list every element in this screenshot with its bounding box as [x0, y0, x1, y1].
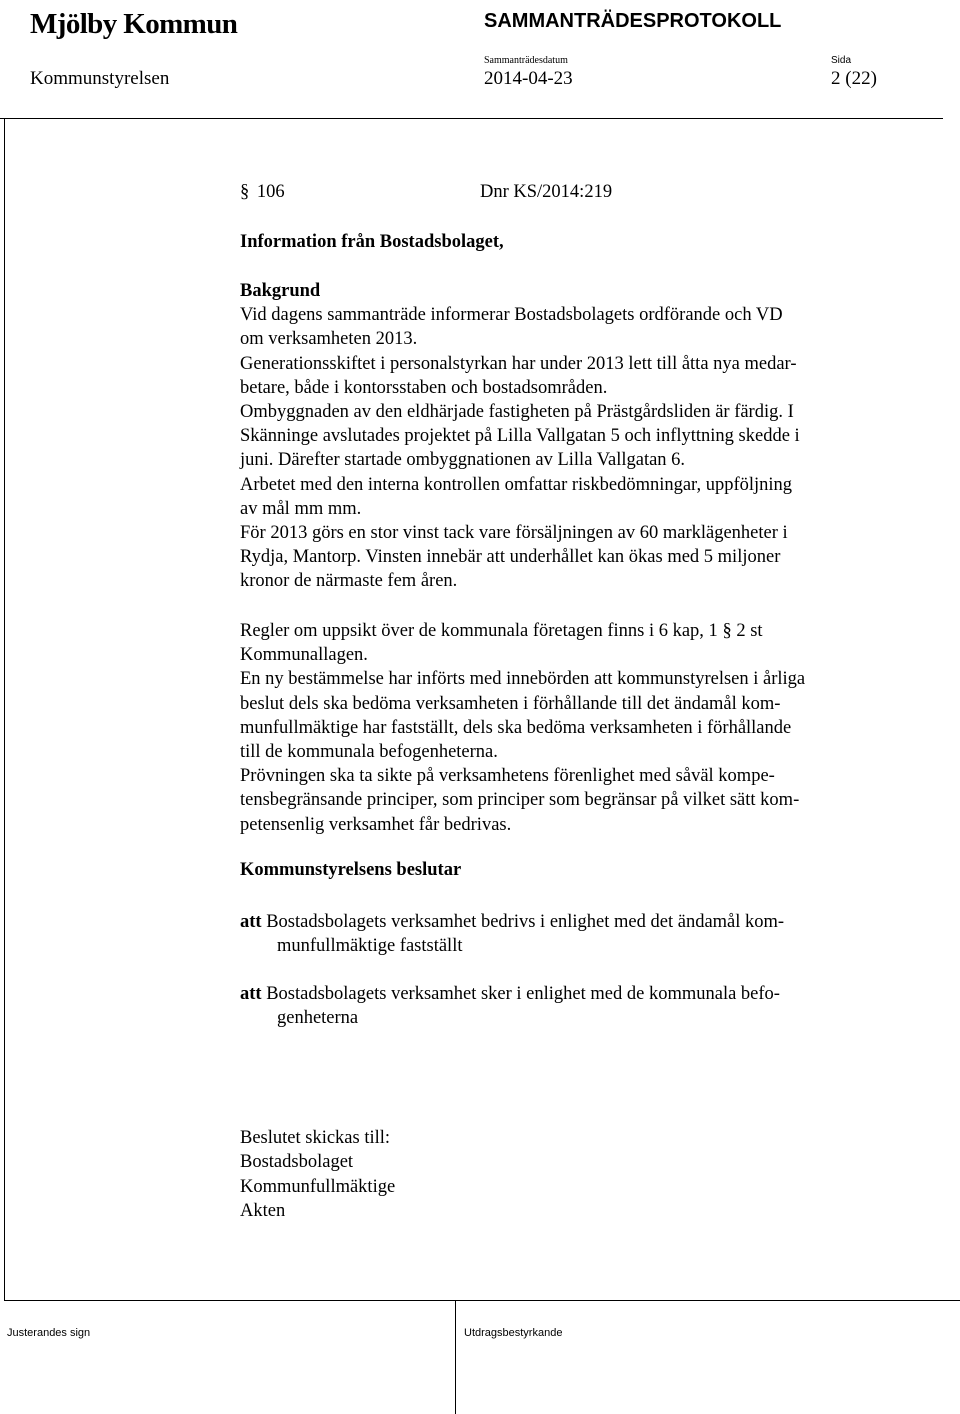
background-line: av mål mm mm.: [240, 498, 362, 519]
att-keyword: att: [240, 984, 262, 1004]
regulation-text: 2 st: [736, 621, 763, 641]
header-rule: [0, 118, 943, 119]
att-keyword: att: [240, 912, 262, 932]
regulation-line: beslut dels ska bedöma verksamheten i förhållande till det ändamål kom-: [240, 693, 781, 714]
regulation-line: Kommunallagen.: [240, 645, 368, 666]
decision-line: munfullmäktige fastställt: [277, 936, 463, 957]
background-line: För 2013 görs en stor vinst tack vare försäljningen av 60 marklägenheter i: [240, 523, 788, 544]
decision-heading: Kommunstyrelsens beslutar: [240, 860, 462, 880]
certification-label: Utdragsbestyrkande: [464, 1327, 563, 1339]
recipient: Bostadsbolaget: [240, 1152, 354, 1173]
background-line: Generationsskiftet i personalstyrkan har under 2013 lett till åtta nya medar-: [240, 353, 797, 374]
recipient: Akten: [240, 1200, 286, 1221]
municipality-brand: Mjölby Kommun: [30, 8, 238, 40]
background-line: betare, både i kontorsstaben och bostadsområden.: [240, 377, 608, 398]
background-line: Rydja, Mantorp. Vinsten innebär att underhållet kan ökas med 5 miljoner: [240, 547, 781, 568]
distribution-list: [240, 1126, 395, 1223]
background-section: [240, 279, 885, 594]
paragraph-symbol-icon: §: [240, 182, 250, 202]
page-label: Sida: [831, 55, 852, 66]
decision-text: Bostadsbolagets verksamhet bedrivs i enlighet med det ändamål kom-: [266, 912, 785, 932]
background-line: Vid dagens sammanträde informerar Bostadsbolagets ordförande och VD: [240, 305, 783, 326]
decision-text: Bostadsbolagets verksamhet sker i enlighet med de kommunala befo-: [266, 984, 780, 1004]
case-reference: Dnr KS/2014:219: [480, 182, 613, 202]
background-line: Skänninge avslutades projektet på Lilla Vallgatan 5 och inflyttning skedde i: [240, 426, 800, 447]
regulation-line: tensbegränsande principer, som principer som begränsar på vilket sätt kom-: [240, 790, 800, 811]
margin-rule: [4, 118, 5, 1300]
section-number: [240, 182, 285, 203]
regulation-line: petensenlig verksamhet får bedrivas.: [240, 814, 512, 835]
decision-line: [240, 982, 900, 1006]
regulation-line: munfullmäktige har fastställt, dels ska bedöma verksamheten i förhållande: [240, 717, 792, 738]
recipient: Kommunfullmäktige: [240, 1176, 396, 1197]
footer-rule: [4, 1300, 960, 1301]
background-line: juni. Därefter startade ombyggnationen av Lilla Vallgatan 6.: [240, 450, 686, 471]
distribution-heading: Beslutet skickas till:: [240, 1128, 391, 1148]
background-line: Ombyggnaden av den eldhärjade fastigheten på Prästgårdsliden är färdig. I: [240, 402, 794, 423]
regulation-line: Prövningen ska ta sikte på verksamhetens förenlighet med såväl kompe-: [240, 766, 775, 787]
background-line: kronor de närmaste fem åren.: [240, 571, 458, 592]
regulation-line: [240, 619, 885, 643]
decision-line: [240, 910, 900, 934]
committee-name: Kommunstyrelsen: [30, 68, 170, 89]
regulation-text: Regler om uppsikt över de kommunala företagen finns i 6 kap, 1: [240, 621, 718, 641]
regulation-line: En ny bestämmelse har införts med innebörden att kommunstyrelsen i årliga: [240, 669, 806, 690]
decision-line: genheterna: [277, 1008, 359, 1029]
regulation-section: [240, 619, 885, 837]
meeting-date: 2014-04-23: [484, 68, 573, 89]
decision-item: [240, 982, 900, 1030]
footer-divider: [455, 1300, 456, 1414]
date-label: Sammanträdesdatum: [484, 55, 568, 66]
page-number: 2 (22): [831, 68, 877, 89]
background-line: Arbetet med den interna kontrollen omfattar riskbedömningar, uppföljning: [240, 474, 793, 495]
background-heading: Bakgrund: [240, 281, 321, 301]
signature-label: Justerandes sign: [7, 1327, 91, 1339]
regulation-line: till de kommunala befogenheterna.: [240, 742, 498, 763]
document-type: SAMMANTRÄDESPROTOKOLL: [484, 10, 782, 32]
section-title: Information från Bostadsbolaget,: [240, 232, 504, 252]
paragraph-symbol-icon: §: [722, 621, 732, 641]
decision-item: [240, 910, 900, 958]
background-line: om verksamheten 2013.: [240, 329, 418, 350]
section-number-value: 106: [256, 182, 285, 202]
